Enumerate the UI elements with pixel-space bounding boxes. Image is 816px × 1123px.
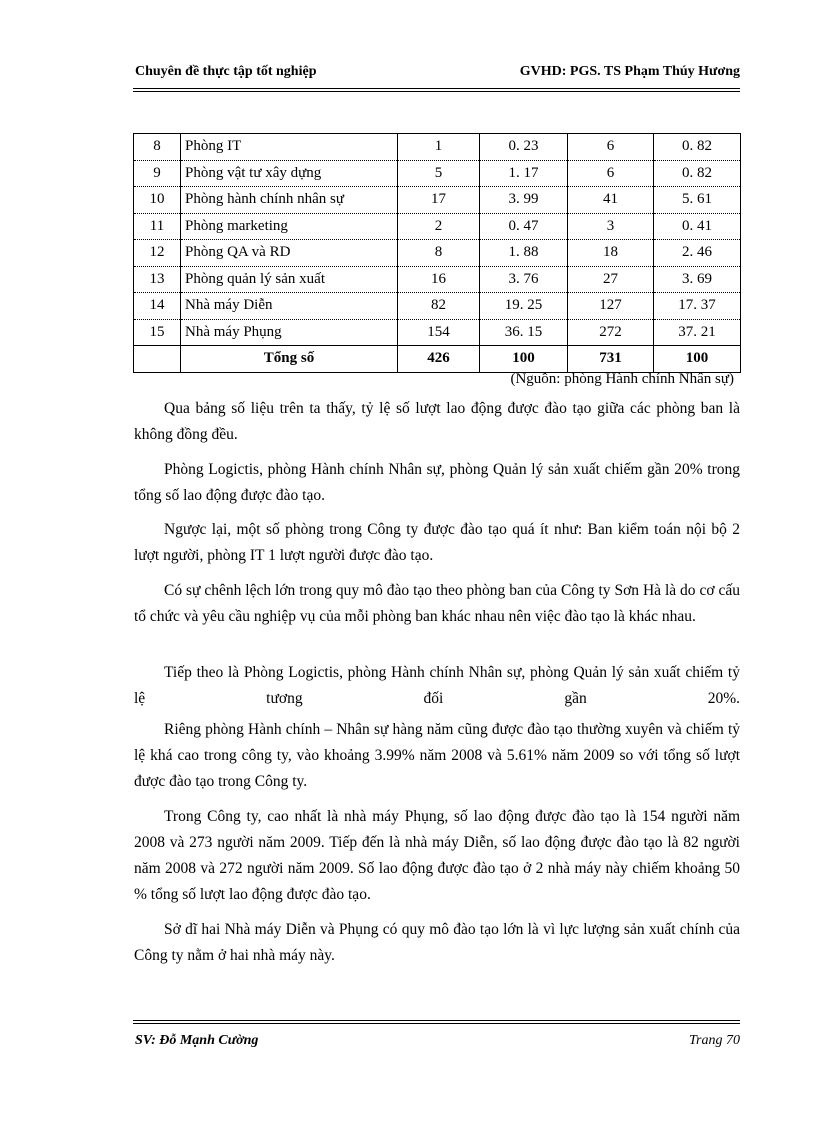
row-percent-2009: 0. 41 xyxy=(654,213,741,240)
row-percent-2008: 36. 15 xyxy=(480,319,568,346)
row-percent-2009: 2. 46 xyxy=(654,240,741,267)
row-percent-2008: 0. 23 xyxy=(480,134,568,161)
table-row xyxy=(134,266,741,293)
row-percent-2009: 3. 69 xyxy=(654,266,741,293)
table-row xyxy=(134,160,741,187)
row-number: 12 xyxy=(134,240,181,267)
row-percent-2008: 19. 25 xyxy=(480,293,568,320)
row-percent-2009: 37. 21 xyxy=(654,319,741,346)
row-count-2009: 27 xyxy=(568,266,654,293)
row-department: Phòng marketing xyxy=(181,213,398,240)
row-count-2009: 6 xyxy=(568,134,654,161)
row-percent-2008: 3. 99 xyxy=(480,187,568,214)
header-advisor: GVHD: PGS. TS Phạm Thúy Hương xyxy=(519,64,740,79)
paragraph: Riêng phòng Hành chính – Nhân sự hàng năm cũng được đào tạo thường xuyên và chiếm tỷ lệ khá cao trong công ty, vào khoảng 3.99% năm 2008 và 5.61% năm 2009 so với tổng số lượt được đào tạo trong Công ty. xyxy=(134,721,740,790)
row-percent-2009: 0. 82 xyxy=(654,134,741,161)
table-row xyxy=(134,134,741,161)
row-percent-2008: 1. 17 xyxy=(480,160,568,187)
paragraph: Phòng Logictis, phòng Hành chính Nhân sự, phòng Quản lý sản xuất chiếm gần 20% trong tổng số lao động được đào tạo. xyxy=(134,461,740,504)
row-percent-2008: 0. 47 xyxy=(480,213,568,240)
row-count-2009: 272 xyxy=(568,319,654,346)
row-count-2008: 82 xyxy=(398,293,480,320)
row-number: 11 xyxy=(134,213,181,240)
table-row xyxy=(134,213,741,240)
table-source: (Nguồn: phòng Hành chính Nhân sự) xyxy=(510,371,734,387)
row-count-2008: 8 xyxy=(398,240,480,267)
footer-student: SV: Đỗ Mạnh Cường xyxy=(135,1033,259,1048)
header-rule xyxy=(133,88,740,89)
paragraph: Tiếp theo là Phòng Logictis, phòng Hành chính Nhân sự, phòng Quản lý sản xuất chiếm tỷ lệ tương đối gần 20%. xyxy=(134,664,740,707)
footer-page-number: Trang 70 xyxy=(689,1033,740,1048)
row-number: 13 xyxy=(134,266,181,293)
page-footer xyxy=(133,1033,740,1053)
total-label: Tổng số xyxy=(181,346,398,373)
paragraph: Qua bảng số liệu trên ta thấy, tỷ lệ số lượt lao động được đào tạo giữa các phòng ban là không đồng đều. xyxy=(134,400,740,443)
total-percent-2009: 100 xyxy=(654,346,741,373)
row-count-2008: 2 xyxy=(398,213,480,240)
total-number-cell xyxy=(134,346,181,373)
footer-rule xyxy=(133,1020,740,1021)
row-percent-2009: 5. 61 xyxy=(654,187,741,214)
row-department: Nhà máy Diễn xyxy=(181,293,398,320)
row-number: 10 xyxy=(134,187,181,214)
row-department: Phòng vật tư xây dựng xyxy=(181,160,398,187)
paragraph: Sở dĩ hai Nhà máy Diễn và Phụng có quy mô đào tạo lớn là vì lực lượng sản xuất chính của Công ty nằm ở hai nhà máy này. xyxy=(134,921,740,964)
table-row xyxy=(134,240,741,267)
footer-rule-thin xyxy=(133,1023,740,1024)
table-total-row xyxy=(134,346,741,373)
table-row xyxy=(134,319,741,346)
row-count-2009: 6 xyxy=(568,160,654,187)
row-department: Phòng IT xyxy=(181,134,398,161)
row-number: 9 xyxy=(134,160,181,187)
row-percent-2009: 0. 82 xyxy=(654,160,741,187)
row-number: 15 xyxy=(134,319,181,346)
row-count-2009: 3 xyxy=(568,213,654,240)
paragraph: Trong Công ty, cao nhất là nhà máy Phụng, số lao động được đào tạo là 154 người năm 2008 và 273 người năm 2009. Tiếp đến là nhà máy Diễn, số lao động được đào tạo là 82 người năm 2008 và 272 người năm 2009. Số lao động được đào tạo ở 2 nhà máy này chiếm khoảng 50 % tổng số lượt lao động được đào tạo. xyxy=(134,808,740,903)
row-count-2009: 18 xyxy=(568,240,654,267)
row-percent-2008: 1. 88 xyxy=(480,240,568,267)
row-number: 8 xyxy=(134,134,181,161)
row-count-2008: 5 xyxy=(398,160,480,187)
total-count-2009: 731 xyxy=(568,346,654,373)
row-count-2008: 16 xyxy=(398,266,480,293)
training-table xyxy=(133,133,741,373)
paragraph: Có sự chênh lệch lớn trong quy mô đào tạo theo phòng ban của Công ty Sơn Hà là do cơ cấu tổ chức và yêu cầu nghiệp vụ của mỗi phòng ban khác nhau nên việc đào tạo là khác nhau. xyxy=(134,582,740,625)
table-row xyxy=(134,293,741,320)
row-count-2008: 154 xyxy=(398,319,480,346)
row-percent-2008: 3. 76 xyxy=(480,266,568,293)
row-department: Nhà máy Phụng xyxy=(181,319,398,346)
row-department: Phòng hành chính nhân sự xyxy=(181,187,398,214)
row-count-2009: 127 xyxy=(568,293,654,320)
row-department: Phòng QA và RD xyxy=(181,240,398,267)
header-title: Chuyên đề thực tập tốt nghiệp xyxy=(135,64,317,79)
total-count-2008: 426 xyxy=(398,346,480,373)
row-count-2008: 17 xyxy=(398,187,480,214)
header-rule-thin xyxy=(133,91,740,92)
total-percent-2008: 100 xyxy=(480,346,568,373)
row-count-2008: 1 xyxy=(398,134,480,161)
table-row xyxy=(134,187,741,214)
row-count-2009: 41 xyxy=(568,187,654,214)
page-header xyxy=(133,64,740,86)
row-percent-2009: 17. 37 xyxy=(654,293,741,320)
row-number: 14 xyxy=(134,293,181,320)
paragraph: Ngược lại, một số phòng trong Công ty được đào tạo quá ít như: Ban kiểm toán nội bộ 2 lượt người, phòng IT 1 lượt người được đào tạo. xyxy=(134,521,740,564)
row-department: Phòng quản lý sản xuất xyxy=(181,266,398,293)
